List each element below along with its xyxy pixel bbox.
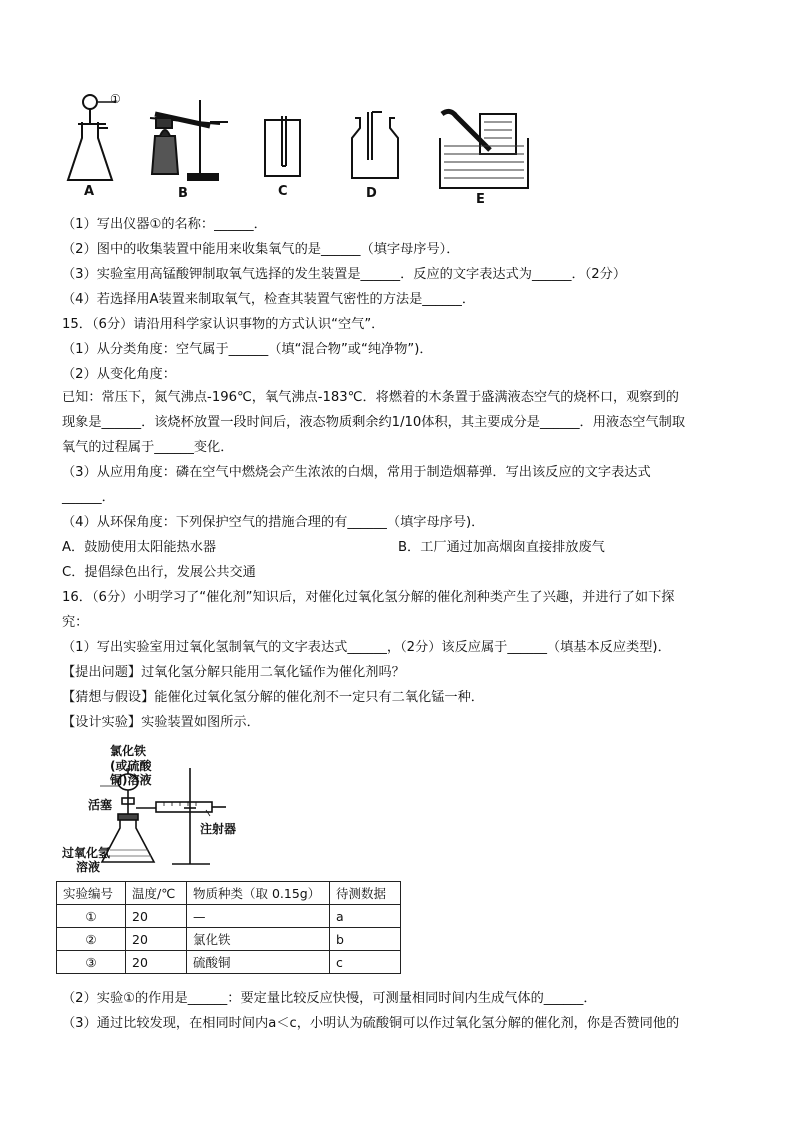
table-cell: 20 — [126, 928, 187, 951]
apparatus-a-drawing — [68, 95, 116, 180]
apparatus-c-label: C — [278, 184, 288, 199]
q15-part2-text-a: 已知：常压下，氮气沸点-196℃，氧气沸点-183℃．将燃着的木条置于盛满液态空气的烧杯口，观察到的 — [62, 390, 679, 405]
q15-option-b: B．工厂通过加高烟囱直接排放废气 — [398, 540, 605, 555]
q15-part4: （4）从环保角度：下列保护空气的措施合理的有______（填字母序号)． — [62, 515, 485, 530]
q15-part2-text-c: 氧气的过程属于______变化． — [62, 440, 234, 455]
apparatus-drawing — [60, 88, 540, 210]
apparatus-a-marker: ① — [110, 92, 121, 106]
apparatus-e-drawing — [440, 111, 528, 188]
q14-part3: （3）实验室用高锰酸钾制取氧气选择的发生装置是______．反应的文字表达式为______．（2分） — [62, 267, 627, 282]
apparatus-e-label: E — [476, 192, 485, 207]
table-cell: c — [330, 951, 401, 974]
experiment-figure — [60, 738, 260, 876]
q15-part3-text-b: ______． — [62, 490, 115, 505]
table-header-cell: 待测数据 — [330, 882, 401, 905]
table-row — [57, 951, 401, 974]
table-header-cell: 温度/℃ — [126, 882, 187, 905]
apparatus-c-drawing — [265, 116, 300, 176]
table-header-row — [57, 882, 401, 905]
experiment-label-reagent-3: 铜)溶液 — [110, 773, 152, 787]
apparatus-a-label: A — [84, 184, 95, 199]
table-cell: a — [330, 905, 401, 928]
table-cell: ② — [57, 928, 126, 951]
q15-part3-text-a: （3）从应用角度：磷在空气中燃烧会产生浓浓的白烟，常用于制造烟幕弹．写出该反应的文字表达式 — [62, 465, 651, 480]
q14-part2: （2）图中的收集装置中能用来收集氧气的是______（填字母序号）． — [62, 242, 460, 257]
table-header-cell: 实验编号 — [57, 882, 126, 905]
q16-design: 【设计实验】实验装置如图所示． — [62, 715, 260, 730]
apparatus-b-drawing — [150, 100, 228, 180]
apparatus-d-label: D — [366, 186, 377, 201]
q16-hypothesis: 【猜想与假设】能催化过氧化氢分解的催化剂不一定只有二氧化锰一种． — [62, 690, 484, 705]
q15-option-a: A．鼓励使用太阳能热水器 — [62, 540, 217, 555]
experiment-table — [56, 881, 401, 974]
apparatus-b-label: B — [178, 186, 188, 201]
table-row — [57, 905, 401, 928]
q16-title-a: 16．（6分）小明学习了“催化剂”知识后，对催化过氧化氢分解的催化剂种类产生了兴趣，并进行了如下探 — [62, 590, 675, 605]
q14-part1: （1）写出仪器①的名称：______． — [62, 217, 267, 232]
q15-part2-text-b: 现象是______．该烧杯放置一段时间后，液态物质剩余约1/10体积，其主要成分是______．用液态空气制取 — [62, 415, 686, 430]
apparatus-figure — [60, 88, 540, 210]
q16-question: 【提出问题】过氧化氢分解只能用二氧化锰作为催化剂吗？ — [62, 665, 405, 680]
table-cell: 20 — [126, 905, 187, 928]
q16-part2: （2）实验①的作用是______：要定量比较反应快慢，可测量相同时间内生成气体的______． — [62, 991, 597, 1006]
experiment-label-syringe: 注射器 — [200, 822, 237, 836]
table-cell: 硫酸铜 — [187, 951, 330, 974]
experiment-label-solution-1: 过氧化氢 — [62, 846, 111, 860]
q15-title: 15．（6分）请沿用科学家认识事物的方式认识“空气”． — [62, 317, 385, 332]
table-cell: — — [187, 905, 330, 928]
q14-part4: （4）若选择用A装置来制取氧气，检查其装置气密性的方法是______． — [62, 292, 476, 307]
table-cell: 氯化铁 — [187, 928, 330, 951]
q15-option-c: C．提倡绿色出行，发展公共交通 — [62, 565, 256, 580]
table-cell: ③ — [57, 951, 126, 974]
q16-part1: （1）写出实验室用过氧化氢制氧气的文字表达式______，（2分）该反应属于______（填基本反应类型)． — [62, 640, 671, 655]
apparatus-d-drawing — [352, 112, 398, 178]
q16-part3: （3）通过比较发现，在相同时间内a＜c，小明认为硫酸铜可以作过氧化氢分解的催化剂，你是否赞同他的 — [62, 1016, 680, 1031]
q16-title-b: 究： — [62, 615, 89, 630]
table-header-cell: 物质种类（取 0.15g） — [187, 882, 330, 905]
q15-part2: （2）从变化角度： — [62, 367, 176, 382]
experiment-label-solution-2: 溶液 — [76, 860, 101, 874]
table-cell: 20 — [126, 951, 187, 974]
q15-part1: （1）从分类角度：空气属于______（填“混合物”或“纯净物”)． — [62, 342, 433, 357]
table-row — [57, 928, 401, 951]
experiment-label-reagent-2: (或硫酸 — [110, 759, 152, 773]
experiment-label-valve: 活塞 — [88, 798, 113, 812]
table-cell: ① — [57, 905, 126, 928]
table-cell: b — [330, 928, 401, 951]
experiment-label-reagent-1: 氯化铁 — [110, 744, 147, 758]
